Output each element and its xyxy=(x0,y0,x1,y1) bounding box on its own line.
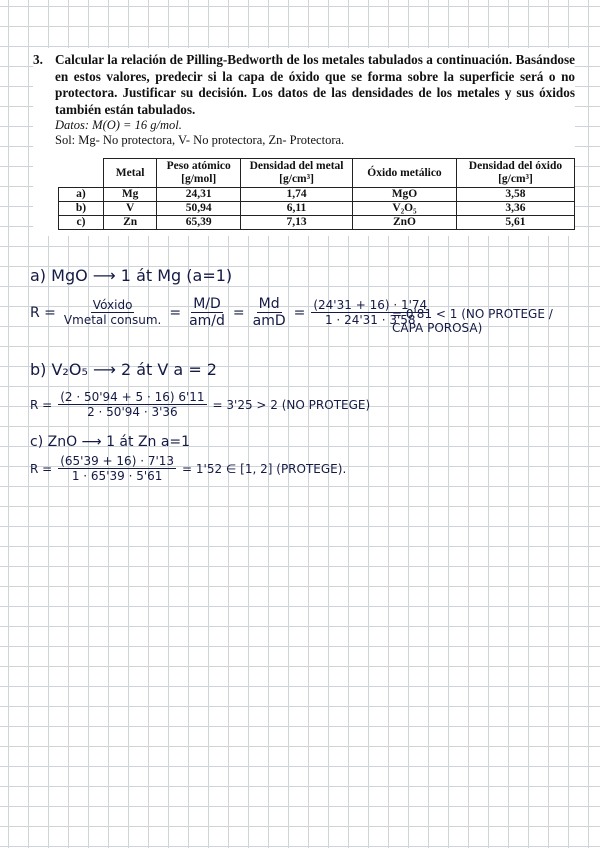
table-row xyxy=(59,216,575,230)
cell-peso: 65,39 xyxy=(157,216,241,230)
hw-b-frac-num: (2 · 50'94 + 5 · 16) 6'11 xyxy=(60,390,205,404)
data-table xyxy=(58,158,575,230)
header-dens-oxido-label: Densidad del óxido xyxy=(468,160,563,172)
hw-a-frac-values-num: (24'31 + 16) · 1'74 xyxy=(313,298,428,312)
header-dens-metal xyxy=(241,159,353,188)
hw-a-result: = 0'81 < 1 (NO PROTEGE / CAPA POROSA) xyxy=(392,307,553,335)
hw-c-frac xyxy=(58,454,176,483)
table-header-row xyxy=(59,159,575,188)
hw-a-frac-vol-den: Vmetal consum. xyxy=(63,313,162,327)
hw-a-frac-values-den: 1 · 24'31 · 3'58 xyxy=(324,313,416,327)
hw-a-eq2: = xyxy=(232,304,245,321)
row-label: b) xyxy=(59,202,104,216)
cell-dens-oxido: 3,58 xyxy=(456,188,574,202)
cell-dens-oxido: 5,61 xyxy=(456,216,574,230)
header-dens-metal-unit: [g/cm³] xyxy=(279,173,314,185)
header-peso-unit: [g/mol] xyxy=(181,173,217,185)
header-metal: Metal xyxy=(103,159,156,188)
cell-dens-metal: 1,74 xyxy=(241,188,353,202)
question-number: 3. xyxy=(33,52,43,67)
hw-a-frac-simpl-num: Md xyxy=(258,296,280,312)
hw-a-frac-md-num: M/D xyxy=(193,296,221,312)
cell-dens-oxido: 3,36 xyxy=(456,202,574,216)
hw-c-result: = 1'52 ∈ [1, 2] (PROTEGE). xyxy=(182,461,347,476)
row-label: a) xyxy=(59,188,104,202)
cell-metal: Mg xyxy=(103,188,156,202)
cell-oxido: V₂O₅ xyxy=(353,202,457,216)
hw-a-frac-vol-num: Vóxido xyxy=(92,298,133,312)
header-dens-oxido xyxy=(456,159,574,188)
cell-metal: Zn xyxy=(103,216,156,230)
hw-a-equation xyxy=(30,296,429,329)
header-peso-label: Peso atómico xyxy=(166,160,231,172)
cell-peso: 24,31 xyxy=(157,188,241,202)
hw-a-title: a) MgO ⟶ 1 át Mg (a=1) xyxy=(30,266,233,285)
cell-dens-metal: 6,11 xyxy=(241,202,353,216)
hw-b-R: R = xyxy=(30,397,53,412)
hw-b-title: b) V₂O₅ ⟶ 2 át V a = 2 xyxy=(30,360,217,379)
hw-c-frac-num: (65'39 + 16) · 7'13 xyxy=(60,454,175,468)
hw-a-frac-vol xyxy=(62,298,163,327)
hw-b-frac-den: 2 · 50'94 · 3'36 xyxy=(87,405,178,419)
row-label: c) xyxy=(59,216,104,230)
hw-b-equation xyxy=(30,390,370,419)
hw-c-equation xyxy=(30,454,346,483)
hw-b-result: = 3'25 > 2 (NO PROTEGE) xyxy=(212,397,371,412)
hw-a-eq1: = xyxy=(169,304,182,321)
question-datos: Datos: M(O) = 16 g/mol. xyxy=(55,118,182,132)
cell-oxido: MgO xyxy=(353,188,457,202)
hw-a-frac-md xyxy=(187,296,227,329)
hw-c-title: c) ZnO ⟶ 1 át Zn a=1 xyxy=(30,434,191,450)
table-row xyxy=(59,202,575,216)
cell-oxido: ZnO xyxy=(353,216,457,230)
question-header xyxy=(33,52,575,118)
cell-dens-metal: 7,13 xyxy=(241,216,353,230)
question-solution: Sol: Mg- No protectora, V- No protectora, Zn- Protectora. xyxy=(55,133,345,147)
header-dens-metal-label: Densidad del metal xyxy=(249,160,344,172)
hw-a-frac-simpl-den: amD xyxy=(252,313,286,329)
hw-a-eq3: = xyxy=(293,304,306,321)
header-dens-oxido-unit: [g/cm³] xyxy=(498,173,533,185)
header-oxido: Óxido metálico xyxy=(353,159,457,188)
header-peso xyxy=(157,159,241,188)
hw-a-frac-simpl xyxy=(251,296,288,329)
table-row xyxy=(59,188,575,202)
hw-c-frac-den: 1 · 65'39 · 5'61 xyxy=(71,469,163,483)
printed-question xyxy=(33,48,575,236)
question-statement: Calcular la relación de Pilling-Bedworth de los metales tabulados a continuación. Basándose en estos valores, predecir si la capa de óxido que se forma sobre la superficie será o no protectora. Justificar su decisión. Los datos de las densidades de los metales y sus óxidos también están tabulados. xyxy=(55,52,575,117)
cell-peso: 50,94 xyxy=(157,202,241,216)
hw-c-R: R = xyxy=(30,461,53,476)
table-header-blank xyxy=(59,159,104,188)
cell-metal: V xyxy=(103,202,156,216)
hw-a-R: R = xyxy=(30,304,56,321)
hw-a-frac-md-den: am/d xyxy=(189,313,225,329)
hw-b-frac xyxy=(58,390,206,419)
